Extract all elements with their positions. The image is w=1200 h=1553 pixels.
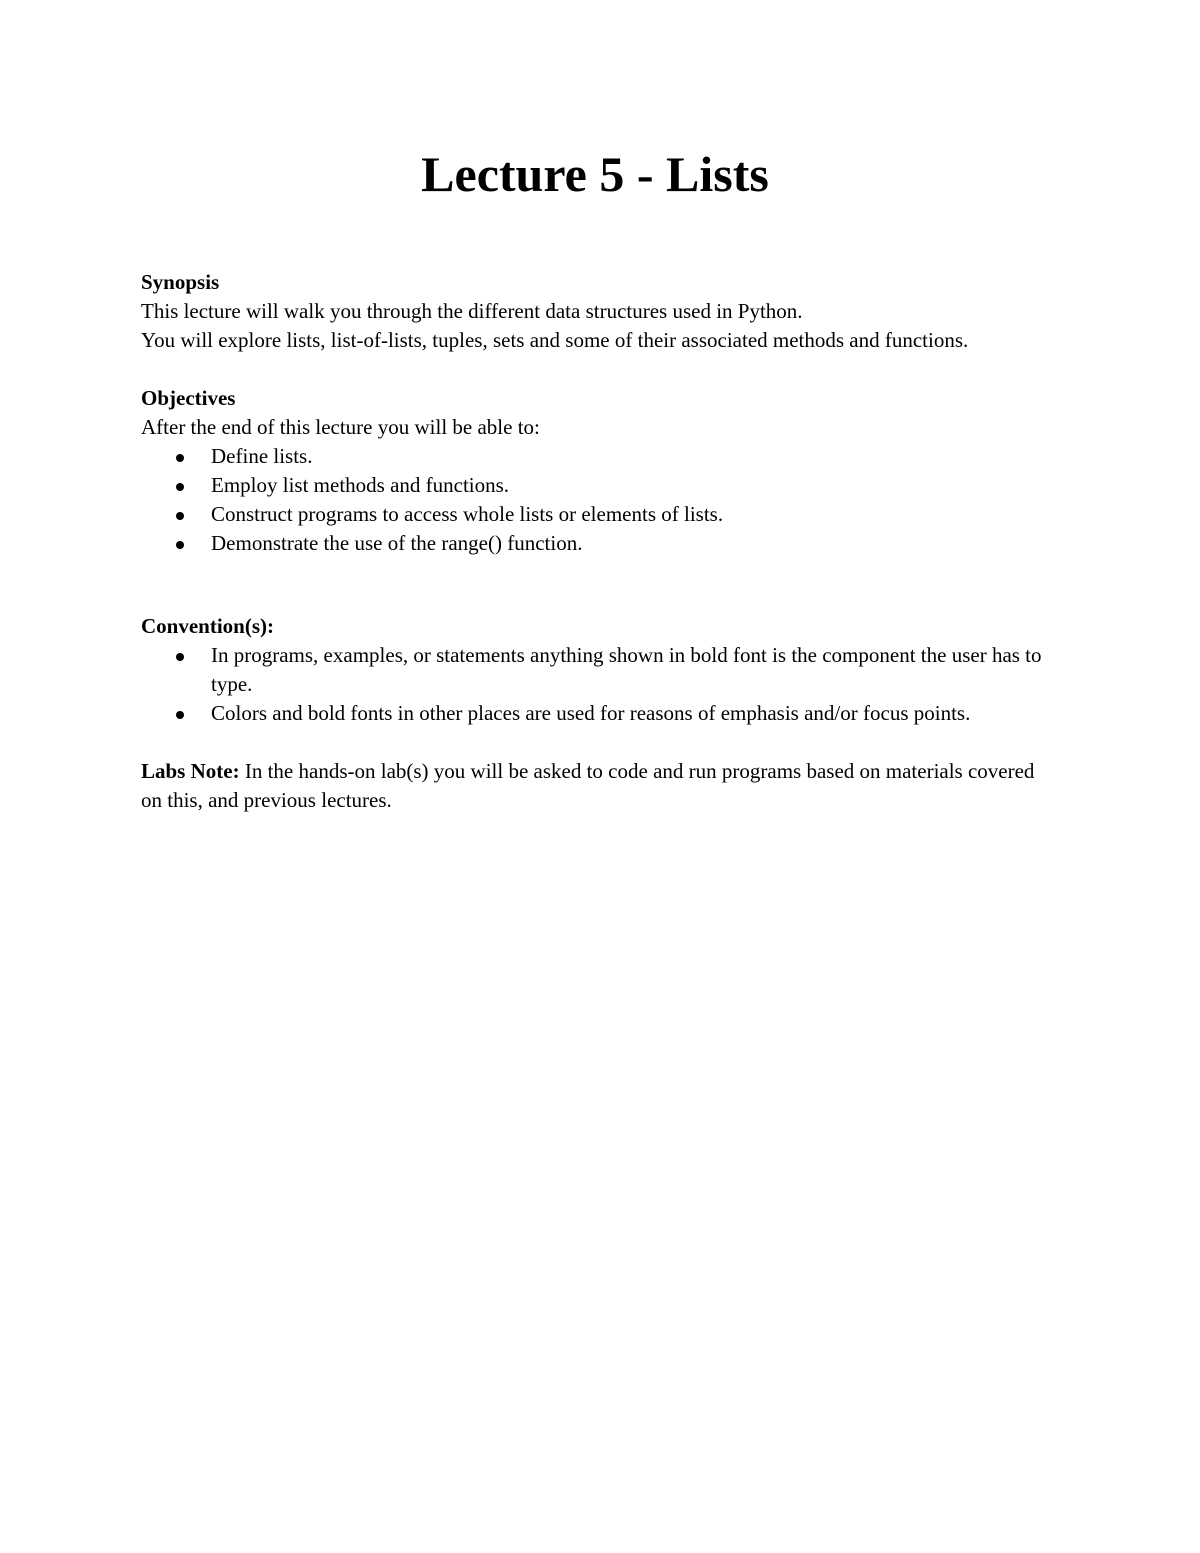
- objective-text: Construct programs to access whole lists or elements of lists.: [211, 502, 724, 526]
- bullet-icon: [176, 541, 184, 549]
- labs-note-label: Labs Note:: [141, 759, 240, 783]
- bullet-icon: [176, 483, 184, 491]
- objective-text: Define lists.: [211, 444, 313, 468]
- labs-note: [141, 757, 1051, 815]
- objectives-intro: After the end of this lecture you will be able to:: [141, 415, 540, 439]
- objectives-heading: Objectives: [141, 386, 236, 410]
- document-title: Lecture 5 - Lists: [421, 146, 769, 202]
- objective-text: Employ list methods and functions.: [211, 473, 510, 497]
- list-item: [141, 641, 1051, 699]
- objective-text: Demonstrate the use of the range() function.: [211, 531, 583, 555]
- bullet-icon: [176, 512, 184, 520]
- list-item: [141, 442, 1051, 471]
- bullet-icon: [176, 454, 184, 462]
- labs-note-text: In the hands-on lab(s) you will be asked to code and run programs based on materials covered on this, and previous lectures.: [141, 759, 1035, 812]
- list-item: [141, 471, 1051, 500]
- conventions-list: [141, 641, 1051, 728]
- convention-text: Colors and bold fonts in other places are used for reasons of emphasis and/or focus points.: [211, 701, 971, 725]
- synopsis-line-2: You will explore lists, list-of-lists, tuples, sets and some of their associated methods and functions.: [141, 328, 969, 352]
- spacer: [141, 728, 1051, 757]
- objectives-list: [141, 442, 1051, 558]
- bullet-icon: [176, 653, 184, 661]
- list-item: [141, 500, 1051, 529]
- document-body: [141, 268, 1051, 815]
- spacer: [141, 355, 1051, 384]
- list-item: [141, 699, 1051, 728]
- convention-text: In programs, examples, or statements anything shown in bold font is the component the user has to type.: [211, 643, 1042, 696]
- list-item: [141, 529, 1051, 558]
- spacer: [141, 558, 1051, 612]
- synopsis-heading: Synopsis: [141, 270, 220, 294]
- conventions-heading: Convention(s):: [141, 614, 275, 638]
- synopsis-line-1: This lecture will walk you through the different data structures used in Python.: [141, 299, 803, 323]
- bullet-icon: [176, 711, 184, 719]
